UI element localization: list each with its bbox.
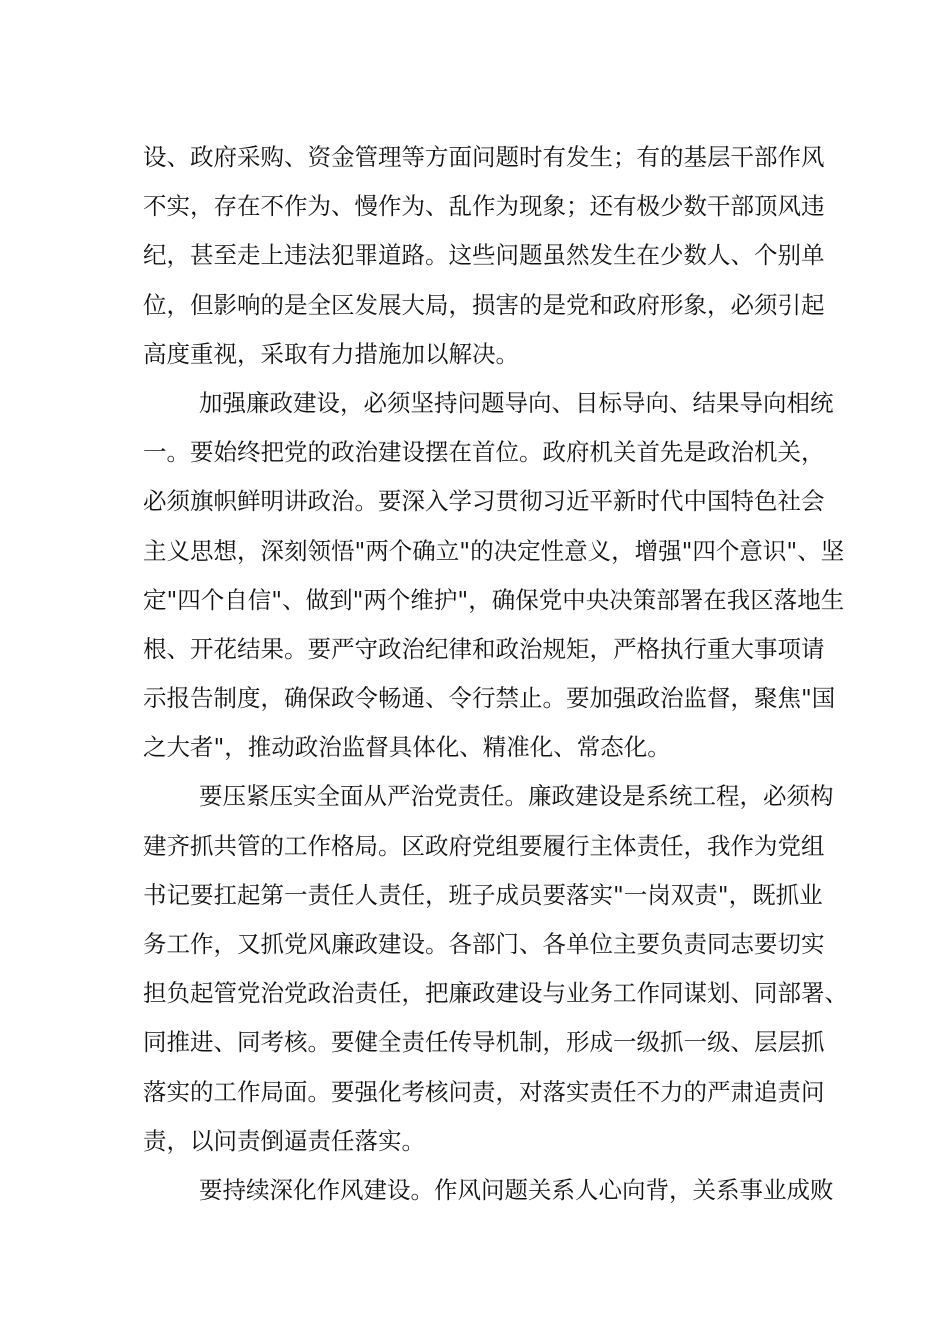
paragraph: [143, 772, 848, 1166]
text-line: 建齐抓共管的工作格局。区政府党组要履行主体责任，我作为党组: [143, 831, 825, 860]
text-line: 不实，存在不作为、慢作为、乱作为现象；还有极少数干部顶风违: [143, 192, 825, 221]
text-line: 设、政府采购、资金管理等方面问题时有发生；有的基层干部作风: [143, 143, 825, 171]
text-line: 务工作，又抓党风廉政建设。各部门、各单位主要负责同志要切实: [143, 930, 825, 958]
text-line: 担负起管党治党政治责任，把廉政建设与业务工作同谋划、同部署、: [143, 979, 848, 1008]
text-line: 高度重视，采取有力措施加以解决。: [143, 339, 519, 368]
document-body: [143, 133, 848, 1215]
paragraph: [143, 133, 823, 379]
text-line: 定"四个自信"、做到"两个维护"，确保党中央决策部署在我区落地生: [143, 585, 845, 614]
text-line: 示报告制度，确保政令畅通、令行禁止。要加强政治监督，聚焦"国: [143, 684, 836, 713]
text-line: 根、开花结果。要严守政治纪律和政治规矩，严格执行重大事项请: [143, 634, 825, 663]
text-line: 落实的工作局面。要强化考核问责，对落实责任不力的严肃追责问: [143, 1077, 825, 1106]
text-line: 主义思想，深刻领悟"两个确立"的决定性意义，增强"四个意识"、坚: [143, 536, 845, 565]
text-line: 同推进、同考核。要健全责任传导机制，形成一级抓一级、层层抓: [143, 1028, 825, 1057]
text-line: 之大者"，推动政治监督具体化、精准化、常态化。: [143, 733, 671, 762]
text-line: 必须旗帜鲜明讲政治。要深入学习贯彻习近平新时代中国特色社会: [143, 487, 825, 516]
paragraph: [143, 379, 845, 773]
text-line: 一。要始终把党的政治建设摆在首位。政府机关首先是政治机关，: [143, 438, 825, 467]
text-line: 位，但影响的是全区发展大局，损害的是党和政府形象，必须引起: [143, 290, 825, 319]
paragraph: [143, 1166, 834, 1215]
text-line: 加强廉政建设，必须坚持问题导向、目标导向、结果导向相统: [199, 388, 834, 417]
text-line: 书记要扛起第一责任人责任，班子成员要落实"一岗双责"，既抓业: [143, 880, 823, 909]
text-line: 要持续深化作风建设。作风问题关系人心向背，关系事业成败: [199, 1175, 834, 1204]
text-line: 要压紧压实全面从严治党责任。廉政建设是系统工程，必须构: [199, 782, 834, 811]
text-line: 责，以问责倒逼责任落实。: [143, 1126, 425, 1155]
text-line: 纪，甚至走上违法犯罪道路。这些问题虽然发生在少数人、个别单: [143, 241, 825, 270]
